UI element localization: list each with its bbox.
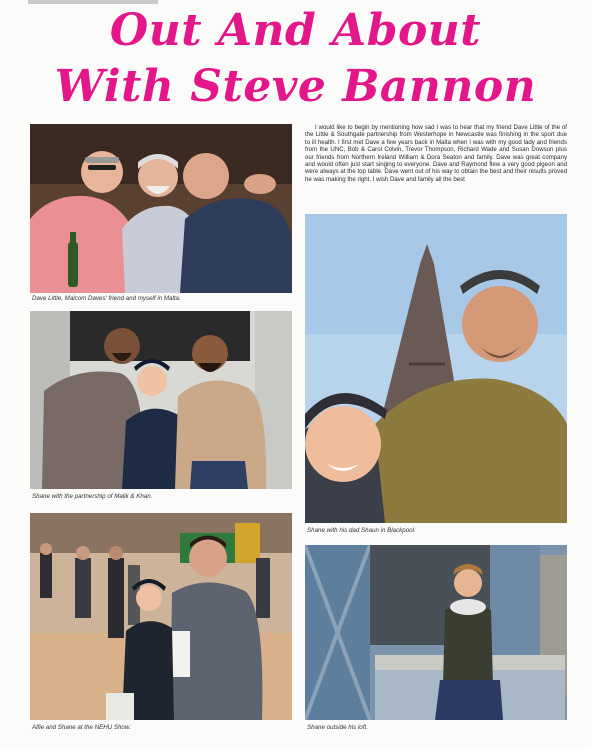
headline-line-2: With Steve Bannon [54,61,537,112]
caption-photo-malik-khan: Shane with the partnership of Malik & Khan. [32,493,153,500]
article-body: I would like to begin by mentioning how sad I was to hear that my friend Dave Little of the of the Little & Southgate partnership from Westerhope in Newcastle was finishing in the sport due to ill health. I first met Dave a few years back in Malta when I was with my good lady and friends from the UNC, Bob & Carol Colvin, Trevor Thompson, Richard Wade and Susan Dowson plus our friends from Northern Ireland William & Dora Seaton and family. Dave was great company and would often just start singing to everyone. Dave and Raymond flew a very good pigeon and were always at the top table. Dave went out of his way to obtain the best and their results proved he was making the right. I wish Dave and family all the best [305,124,567,183]
photo-nehu-show [30,513,292,720]
headline-line-1: Out And About [109,5,482,56]
photo-malta [30,124,292,293]
caption-photo-blackpool: Shane with his dad Shaun in Blackpool. [307,527,416,534]
photo-malik-khan [30,311,292,489]
caption-photo-nehu-show: Alfie and Shane at the NEHU Show. [32,724,131,731]
caption-photo-loft: Shane outside his loft. [307,724,368,731]
caption-photo-malta: Dave Little, Malcom Daves' friend and myself in Malta. [32,295,181,302]
photo-loft [305,545,567,720]
photo-blackpool [305,214,567,523]
